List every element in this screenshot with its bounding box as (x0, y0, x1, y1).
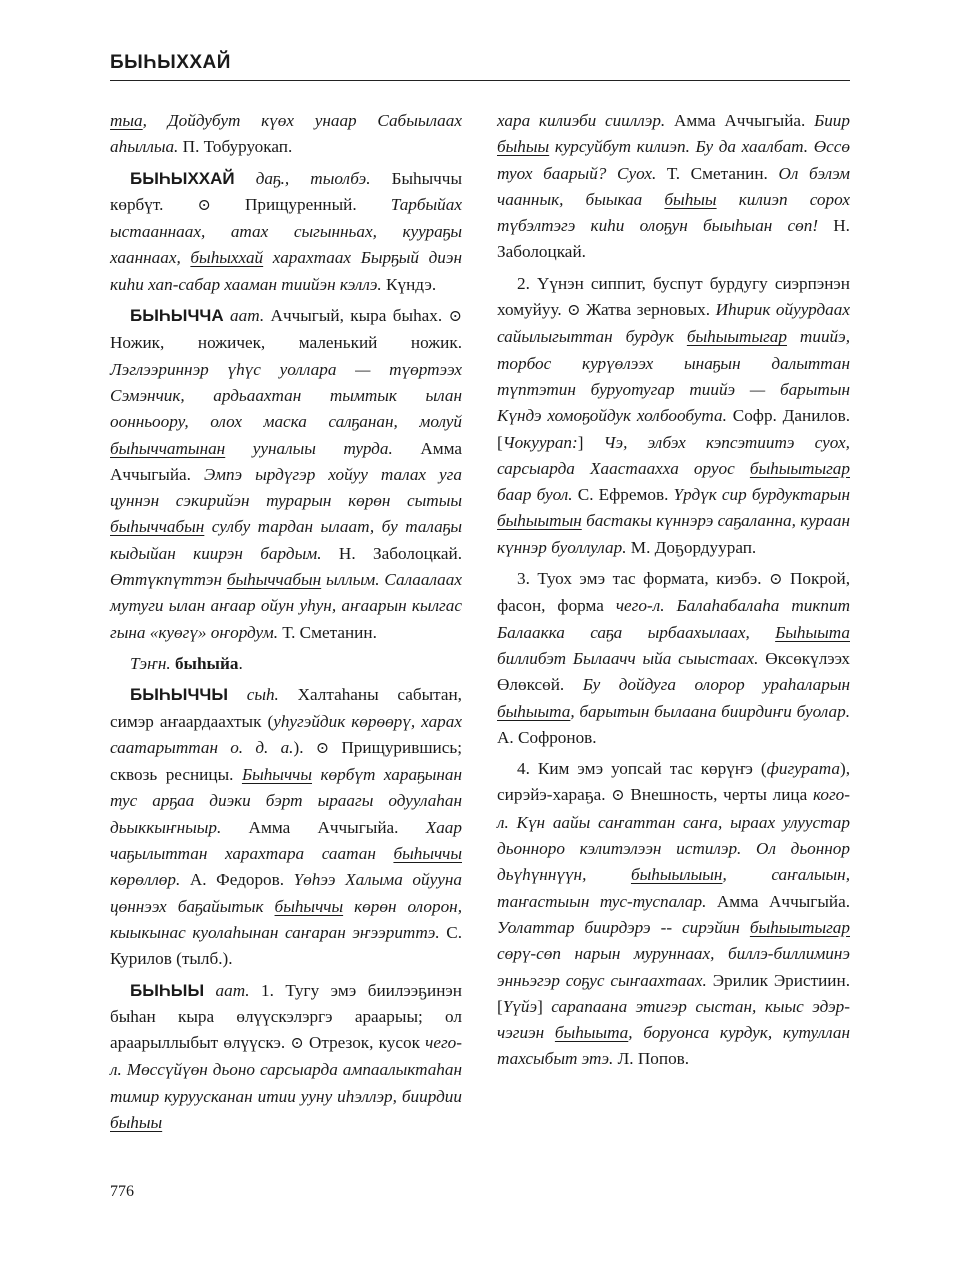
text-run: аат. (204, 980, 250, 1000)
example-keyword: быһыччатынан (110, 438, 226, 458)
text-run: кого-л. (497, 785, 850, 832)
text-run: чего-л. (615, 596, 665, 616)
text-run: Прищуренный. (210, 194, 391, 214)
example-keyword: быһыччабын (226, 570, 322, 590)
text-run: ), сирэйэ-хараҕа. (497, 759, 850, 805)
text-run: Эмпэ ырдүгэр хойуу талах уга цуннэн сэкирийэн турарын көрөн сытыы (110, 464, 462, 511)
example-keyword: быһыытын (497, 511, 582, 531)
example-keyword: Быһыччы (241, 765, 312, 785)
example-keyword: быһыытыгар (749, 917, 850, 937)
text-run: Ол бэлэм чааннык, быыкаа (497, 163, 850, 209)
headword: БЫҺЫХХАЙ (130, 168, 235, 188)
text-run: 3. Туох эмэ тас формата, киэбэ. (517, 569, 770, 589)
text-run: курсуйбут килиэп. Бу да хаалбат. Өссө туох баарый? Суох. (497, 137, 850, 183)
text-run: ыллым. Салаалаах мутуги ылан аҥаар ойун уһун, аҥаарын кылгас гына «куөгү» оҥордум. (110, 570, 462, 642)
right-column (497, 108, 850, 1073)
text-run: харахтаах Бырҕый диэн киһи хап-сабар хааман тиийэн кэллэ. (110, 248, 462, 294)
text-run: Күн аайы саҥаттан саҥа, ыраах улуустар дьонноро кэлитэлээн истилэр. Ол дьоннор дьүһүннүүн, (497, 812, 850, 885)
example-keyword: быһыччабын (110, 517, 205, 537)
text-run: сыһ. (227, 685, 279, 705)
example-keyword: быһыыта (497, 701, 571, 721)
text-run: Өттүкпүттэн (110, 570, 227, 590)
dictionary-paragraph (497, 271, 850, 561)
translation-marker-icon: ⊙ (567, 302, 581, 320)
text-run: Үөһээ Халыма ойууна цөннээх баҕайытык (110, 870, 462, 916)
translation-marker-icon: ⊙ (197, 196, 211, 214)
text-run: чего-л. (110, 1033, 462, 1080)
text-run: көрөн олорон, кыыкынас куолаһынан саҥаран эҥээриттэ. (110, 896, 462, 942)
text-run: Тэҥн. (130, 653, 171, 673)
text-run: , саҥалыын, таҥастыын тус-туспалар. (497, 865, 850, 911)
text-run: Эрилик Эристиин. [ (497, 970, 851, 1016)
dictionary-paragraph (110, 651, 462, 677)
dictionary-paragraph (110, 978, 462, 1137)
translation-marker-icon: ⊙ (769, 571, 783, 589)
text-run: тиийэ, торбос курүөлээх ынаҕын далыттан түптэтин буруотугар тиийэ — барытын Күндэ хомоҕойдук холбообута. (497, 327, 851, 426)
text-run: С. Курилов (тылб.). (110, 922, 462, 969)
text-run: А. Федоров. (180, 870, 294, 890)
dictionary-paragraph (497, 566, 850, 751)
text-run: А. Софронов. (497, 727, 597, 747)
text-run: Т. Сметанин. (278, 622, 377, 642)
text-run: даҕ., тыолбэ. (234, 168, 371, 188)
text-run: быһыйа (174, 653, 239, 673)
text-run: Бу дойдуга олорор ураһаларын (582, 675, 850, 695)
text-run: көрөллөр. (110, 870, 181, 890)
text-run: Т. Сметанин. (656, 163, 779, 183)
text-run: Өксөкүлээх Өлөксөй. (497, 648, 850, 695)
text-run: , боруонса курдук, кутуллан тахсыбыт этэ. (497, 1023, 850, 1069)
example-keyword: Быһыыта (775, 622, 850, 642)
text-run: ] (577, 432, 604, 452)
translation-marker-icon: ⊙ (448, 308, 463, 326)
text-run: Күндэ. (381, 274, 437, 294)
text-run: Амма Аччыгыйа. (706, 891, 850, 911)
text-run: уһугэйдик көрөөрү, харах саатарыттан о. д. а. (110, 711, 462, 757)
text-run: ] (537, 996, 552, 1016)
text-run: Балаһабалаһа тикпит Балаакка саҕа ырбаахылаах, (497, 596, 850, 642)
example-keyword: быһыы (497, 137, 550, 157)
text-run: 4. Ким эмэ уопсай тас көрүҥэ ( (517, 759, 767, 779)
text-run: сөрү-сөп нарын муруннаах, биллэ-биллиминэ энньэгэр соҕус сыҥаахтаах. (497, 944, 850, 990)
example-keyword: быһыы (110, 1112, 163, 1132)
example-keyword: быһыытыгар (749, 458, 850, 478)
text-run: М. Доҕордуурап. (626, 537, 757, 557)
text-run: Софр. Данилов. [ (497, 406, 851, 452)
text-run: ). (293, 737, 316, 757)
example-keyword: быһыххай (190, 248, 264, 268)
text-run: Амма Аччыгыйа. (665, 111, 815, 130)
text-run: , Дойдубут күөх унаар Сабыылаах аһыллыа. (110, 111, 462, 157)
headword: БЫҺЫЧЧА (130, 306, 224, 326)
text-run: килиэп сорох түбэлтэгэ киһи олоҕун быыһыан сөп! (497, 189, 850, 236)
dictionary-paragraph (110, 108, 462, 161)
text-run: Үүйэ (502, 996, 538, 1016)
text-run: Л. Попов. (613, 1049, 690, 1069)
text-run: Амма Аччыгыйа. (221, 817, 426, 837)
text-run: Отрезок, кусок (303, 1033, 426, 1053)
text-run: аат. (223, 306, 265, 326)
text-run: Прищурившись; сквозь ресницы. (110, 737, 462, 785)
example-keyword: быһыы (664, 189, 717, 209)
left-column (110, 108, 462, 1136)
dictionary-paragraph (110, 303, 462, 646)
text-run: Уолаттар биирдэрэ -- сирэйин (497, 917, 750, 937)
text-run: Амма Аччыгыйа. (110, 438, 462, 484)
text-run: 2. Үүнэн сиппит, буспут бурдугу сиэрпэнэн хомуйуу. (497, 273, 850, 320)
text-run: Аччыгый, кыра быһах. (264, 306, 449, 326)
headword: БЫҺЫЫ (130, 980, 205, 1000)
text-run: , барытын былаана биирдиҥи буолар. (570, 701, 850, 721)
text-run: бастакы күннэрэ саҕаланна, кураан күннэр буоллулар. (497, 511, 850, 557)
text-run: фигурата (766, 759, 840, 779)
translation-marker-icon: ⊙ (290, 1035, 304, 1053)
text-run: Хаар чаҕылыттан харахтара саатан (110, 817, 462, 864)
headword: БЫҺЫЧЧЫ (130, 685, 228, 705)
text-run: баар буол. (497, 485, 573, 505)
text-run: Внешность, черты лица (624, 785, 813, 805)
text-run: Н. Заболоцкай. (321, 543, 462, 563)
example-keyword: тыа (110, 111, 143, 130)
text-run: биллибэт Былаачч ыйа сыыстаах. (497, 648, 759, 668)
text-run: сарапаана этигэр сыстан, кыыс эдэр-чэгиэн (497, 996, 850, 1043)
text-run: Мөссүйүөн дьоно сарсыарда ампаалыктаһан тимир куруусканан итии ууну иһэллэр, биирдии (110, 1060, 462, 1106)
text-run: 1. Тугу эмэ биилээҕинэн быһан кыра өлүүскэлэргэ араарыы; ол араарыллыбыт өлүүскэ. (110, 980, 462, 1053)
text-run: Жатва зерновых. (580, 300, 716, 320)
dictionary-paragraph (110, 682, 462, 972)
text-run: Покрой, фасон, форма (497, 569, 850, 616)
text-run: Халтаһаны сабытан, симэр аҥаардаахтык ( (110, 685, 462, 731)
example-keyword: быһыччы (274, 896, 344, 916)
dictionary-paragraph (497, 108, 850, 266)
example-keyword: быһыытыгар (686, 327, 787, 347)
page-number: 776 (110, 1183, 134, 1200)
translation-marker-icon: ⊙ (611, 787, 625, 805)
text-run: Чокуурап: (502, 432, 578, 452)
example-keyword: быһыччы (393, 844, 462, 864)
text-run (665, 596, 677, 615)
dictionary-paragraph (497, 756, 850, 1073)
text-run: Чэ, элбэх кэпсэтиитэ суох, сарсыарда Хаастаахха оруос (497, 432, 850, 478)
text-run (509, 813, 517, 832)
header-rule (110, 80, 850, 81)
text-run: Быһыччы көрбүт. (110, 168, 462, 214)
text-run: Лэглээриннэр үһүс уоллара — түөртээх Сэмэнчик, ардьаахтан тымтык ылан оонньоору, олох маска салҕанан, молуй (110, 359, 462, 432)
text-run: Биир (814, 111, 850, 130)
text-run: Үрдүк сир бурдуктарын (673, 485, 850, 505)
translation-marker-icon: ⊙ (315, 739, 330, 757)
text-run: Ножик, ножичек, маленький ножик. (110, 333, 462, 353)
text-run: Н. Заболоцкай. (497, 216, 850, 262)
text-run: Иһирик ойуурдаах сайылыгыттан бурдук (497, 300, 850, 347)
running-head: БЫҺЫХХАЙ (110, 52, 231, 73)
text-run: . (238, 653, 243, 673)
dictionary-paragraph (110, 166, 462, 298)
example-keyword: быһыылыын (630, 865, 723, 885)
text-run: көрбүт хараҕынан тус арҕаа диэки бэрт ыраагы одуулаһан дьыккыҥныыр. (110, 765, 462, 837)
text-run: сулбу тардан ылаат, бу талаҕы кыдыйан киирэн бардым. (110, 517, 462, 563)
example-keyword: быһыыта (554, 1023, 629, 1043)
text-run: хара килиэби сииллэр. (497, 111, 666, 130)
text-run: ууналыы турда. (225, 438, 393, 458)
text-run: П. Тобуруокап. (178, 137, 293, 157)
text-run: Тарбыйах ыстааннаах, атах сыгынньах, куураҕы хааннаах, (110, 194, 462, 268)
text-run: С. Ефремов. (572, 485, 674, 505)
